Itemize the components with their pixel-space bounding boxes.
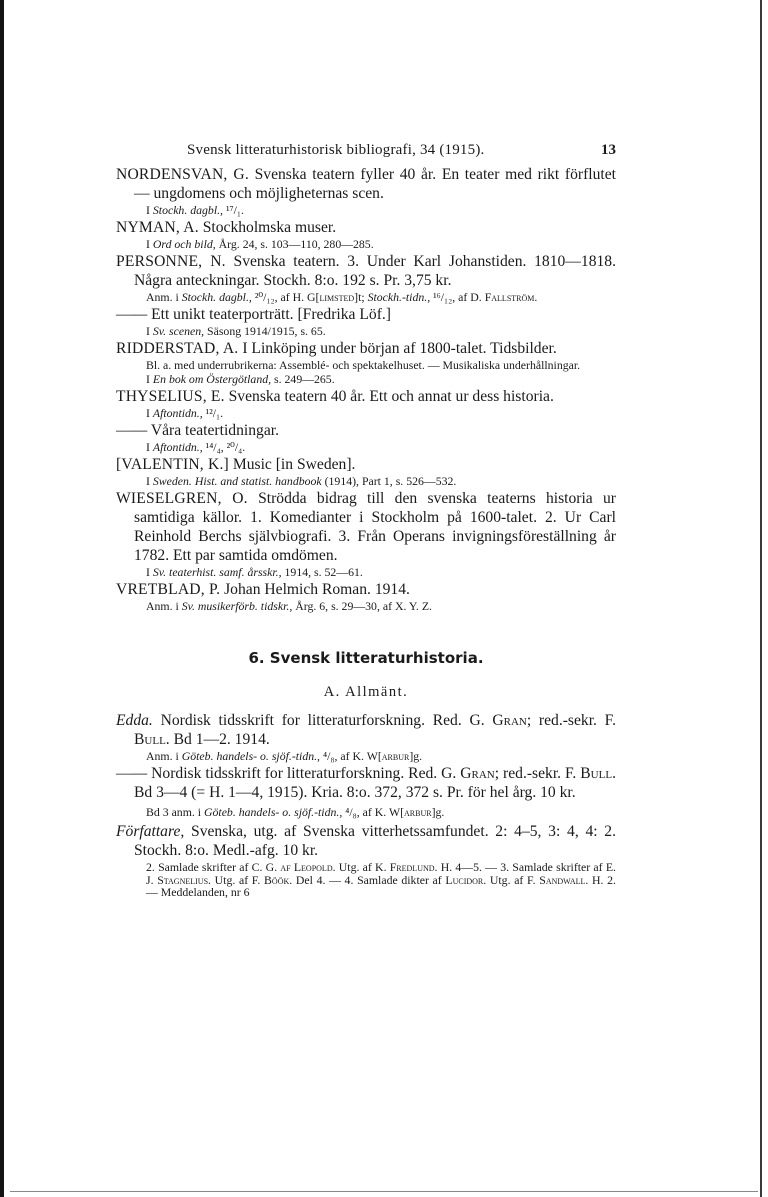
scan-right-border <box>760 0 762 1197</box>
entry-title: Våra teatertidningar. <box>150 421 279 439</box>
entry-edda-1: Edda. Nordisk tidsskrift for litteraturforskning. Red. G. Gran; red.-sekr. F. Bull. Bd 1—2. 1914. Anm. i Göteb. handels- o. sjöf.-tidn., ⁴/₈, af K. W[arbur]g. <box>116 711 616 763</box>
entry-reference: I Sweden. Hist. and statist. handbook (1914), Part 1, s. 526—532. <box>146 473 457 488</box>
subsection-heading: A. Allmänt. <box>323 683 409 700</box>
entry-reference: I En bok om Östergötland, s. 249—265. <box>146 371 335 386</box>
entry-author: VRETBLAD, P. <box>116 580 221 598</box>
entry-author: RIDDERSTAD, A. <box>116 340 239 357</box>
entry-personne-2: —— Ett unikt teaterporträtt. [Fredrika Löf.] I Sv. scenen, Säsong 1914/1915, s. 65. <box>116 305 616 338</box>
scan-bottom-line <box>10 1191 758 1192</box>
section-heading: 6. Svensk litteraturhistoria. <box>248 648 484 667</box>
entry-title: Svenska teatern. 3. Under Karl Johanstiden. 1810—1818. Några anteckningar. Stockh. 8:o. 192 s. Pr. 3,75 kr. <box>134 253 617 289</box>
entry-reference: I Sv. scenen, Säsong 1914/1915, s. 65. <box>146 324 326 338</box>
entry-nyman <box>116 218 616 251</box>
entry-edda-2: —— Nordisk tidsskrift for litteraturforskning. Red. G. Gran; red.-sekr. F. Bull. Bd 3—4 (= H. 1—4, 1915). Kria. 8:o. 372, 372 s. Pr. för hel årg. 10 kr. Bd 3 anm. i Göteb. handels- o. sjöf.-tidn., ⁴/₈, af K. W[arbur]g. <box>116 764 616 819</box>
running-header <box>116 142 616 164</box>
scan-left-border <box>0 0 4 1197</box>
entry-author: NORDENSVAN, G. <box>116 166 249 183</box>
entry-author: WIESELGREN, O. <box>116 489 248 507</box>
entry-reference: I Sv. teaterhist. samf. årsskr., 1914, s. 52—61. <box>146 564 363 579</box>
entry-review: Anm. i Göteb. handels- o. sjöf.-tidn., ⁴/₈, af K. W[arbur]g. <box>146 748 423 763</box>
entry-note: 2. Samlade skrifter af C. G. af Leopold. Utg. af K. Fredlund. H. 4—5. — 3. Samlade skrifter af E. J. Stagnelius. Utg. af F. Böök. Del 4. — 4. Samlade dikter af Lucidor. Utg. af F. Sandwall. H. 2. — Meddelanden, nr 6 <box>146 859 616 900</box>
entry-personne <box>116 252 616 304</box>
entry-review: Anm. i Stockh. dagbl., ²⁰/₁₂, af H. G[limsted]t; Stockh.-tidn., ¹⁶/₁₂, af D. Fallström. <box>146 290 538 304</box>
entry-reference: I Aftontidn., ¹²/₁. <box>146 405 224 420</box>
entry-reference: I Ord och bild, Årg. 24, s. 103—110, 280—285. <box>146 237 374 251</box>
entry-author: [VALENTIN, K.] <box>116 455 229 473</box>
entry-vretblad <box>116 580 616 613</box>
entry-title: Edda. <box>116 711 153 729</box>
entry-title: Ett unikt teaterporträtt. [Fredrika Löf.] <box>151 306 391 323</box>
entry-wieselgren <box>116 489 616 579</box>
entry-valentin <box>116 455 616 488</box>
entry-title: I Linköping under början af 1800-talet. Tidsbilder. <box>242 340 557 357</box>
entry-review: Anm. i Sv. musikerförb. tidskr., Årg. 6, s. 29—30, af X. Y. Z. <box>146 598 432 613</box>
entry-reference: I Aftontidn., ¹⁴/₄, ²⁰/₄. <box>146 439 246 454</box>
entry-nordensvan <box>116 165 616 217</box>
page-number: 13 <box>601 142 616 158</box>
entry-ridderstad <box>116 339 616 386</box>
entry-title: Svenska teatern 40 år. Ett och annat ur dess historia. <box>228 387 554 405</box>
running-title: Svensk litteraturhistorisk bibliografi, 34 (1915). <box>187 142 485 158</box>
entry-title: Stockholmska muser. <box>202 219 337 236</box>
entry-title: Music [in Sweden]. <box>232 455 356 473</box>
entry-title: Johan Helmich Roman. 1914. <box>224 580 410 598</box>
entry-forfattare: Författare, Svenska, utg. af Svenska vitterhetssamfundet. 2: 4–5, 3: 4, 4: 2. Stockh. 8:o. Medl.-afg. 10 kr. 2. Samlade skrifter af C. G. af Leopold. Utg. af K. Fredlund. H. 4—5. — 3. Samlade skrifter af E. J. Stagnelius. Utg. af F. Böök. Del 4. — 4. Samlade dikter af Lucidor. Utg. af F. Sandwall. H. 2. — Meddelanden, nr 6 <box>116 822 616 900</box>
entry-thyselius <box>116 387 616 420</box>
page-content <box>116 142 616 899</box>
entry-title: Strödda bidrag till den svenska teaterns historia ur samtidiga källor. 1. Komedianter i Stockholm på 1600-talet. 2. Ur Carl Reinhold Berchs självbiografi. 3. Från Operans invigningsföreställning år 1782. Ett par samtida omdömen. <box>134 489 617 564</box>
entry-reference: I Stockh. dagbl., ¹⁷/₁. <box>146 203 244 217</box>
entry-author: THYSELIUS, E. <box>116 387 225 405</box>
entry-thyselius-2: —— Våra teatertidningar. I Aftontidn., ¹⁴/₄, ²⁰/₄. <box>116 421 616 454</box>
entry-title: Svenska teatern fyller 40 år. En teater med rikt förflutet — ungdomens och möjligheternas scen. <box>134 166 616 202</box>
entry-author: PERSONNE, N. <box>116 253 226 270</box>
entry-title: Författare, <box>116 822 185 840</box>
entry-review: Bd 3 anm. i Göteb. handels- o. sjöf.-tidn., ⁴/₈, af K. W[arbur]g. <box>146 804 445 819</box>
entry-note: Bl. a. med underrubrikerna: Assemblé- och spektakelhuset. — Musikaliska underhållningar. <box>146 358 581 372</box>
entry-author: NYMAN, A. <box>116 219 199 236</box>
